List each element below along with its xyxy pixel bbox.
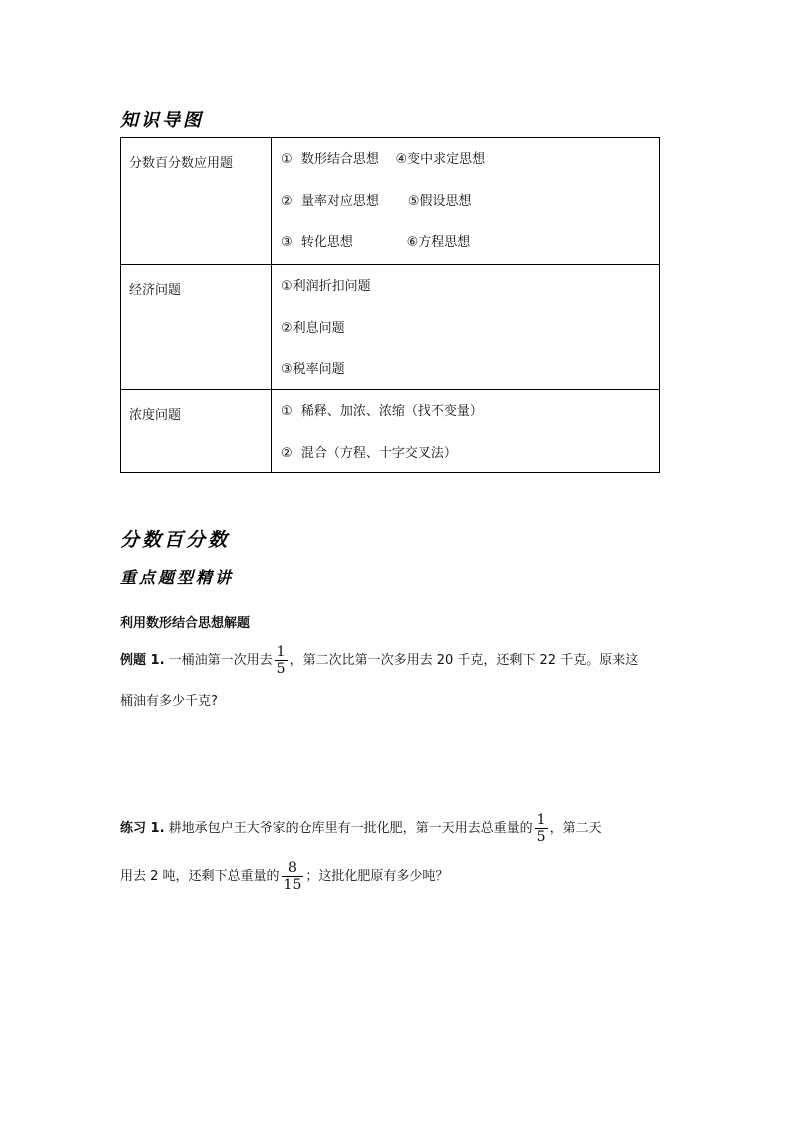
list-item: ② 量率对应思想 ⑤假设思想 xyxy=(281,193,472,209)
key-types-heading: 重点题型精讲 xyxy=(120,568,235,587)
table-row xyxy=(121,138,660,265)
list-item: ③ 转化思想 ⑥方程思想 xyxy=(281,235,471,250)
fraction-denominator: 15 xyxy=(283,877,302,893)
example1-text-b: ，第二次比第一次多用去 20 千克，还剩下 22 千克。原来这 xyxy=(289,653,639,668)
fraction xyxy=(535,812,548,845)
list-item: ② 混合（方程、十字交叉法） xyxy=(281,445,457,461)
practice1-line2-a: 用去 2 吨，还剩下总重量的 xyxy=(120,869,280,884)
mind-map-table xyxy=(120,137,660,473)
topic-cell: 浓度问题 xyxy=(121,390,272,473)
fraction xyxy=(275,644,288,677)
table-row xyxy=(121,265,660,390)
table-row xyxy=(121,390,660,473)
fraction-numerator: 1 xyxy=(276,644,286,660)
list-item: ③税率问题 xyxy=(281,362,345,377)
list-item: ① 数形结合思想 ④变中求定思想 xyxy=(281,152,486,167)
fraction-denominator: 5 xyxy=(276,661,286,677)
fraction-numerator: 1 xyxy=(536,812,546,828)
practice1-line2-b: ；这批化肥原有多少吨？ xyxy=(305,869,449,884)
section-title: 利用数形结合思想解题 xyxy=(120,616,251,631)
practice1-text-b: ，第二天 xyxy=(549,821,602,836)
items-cell xyxy=(272,138,660,265)
list-item: ②利息问题 xyxy=(281,320,345,336)
fraction xyxy=(282,860,304,893)
topic-cell: 经济问题 xyxy=(121,265,272,390)
items-cell xyxy=(272,390,660,473)
practice1-text-a: 耕地承包户王大爷家的仓库里有一批化肥，第一天用去总重量的 xyxy=(168,821,533,836)
fraction-numerator: 8 xyxy=(288,860,297,876)
list-item: ①利润折扣问题 xyxy=(281,279,371,294)
topic-cell: 分数百分数应用题 xyxy=(121,138,272,265)
list-item: ① 稀释、加浓、浓缩（找不变量） xyxy=(281,404,483,419)
example1-line1 xyxy=(120,644,638,677)
mind-map-heading: 知识导图 xyxy=(120,110,204,131)
practice1-label: 练习 1. xyxy=(120,821,165,836)
fraction-percent-heading: 分数百分数 xyxy=(120,529,231,551)
example1-label: 例题 1. xyxy=(120,653,165,668)
example1-text-a: 一桶油第一次用去 xyxy=(168,653,273,668)
practice1-line2 xyxy=(120,860,448,893)
practice1-line1 xyxy=(120,812,602,845)
items-cell xyxy=(272,265,660,390)
example1-line2: 桶油有多少千克? xyxy=(120,694,218,709)
fraction-denominator: 5 xyxy=(536,829,546,845)
